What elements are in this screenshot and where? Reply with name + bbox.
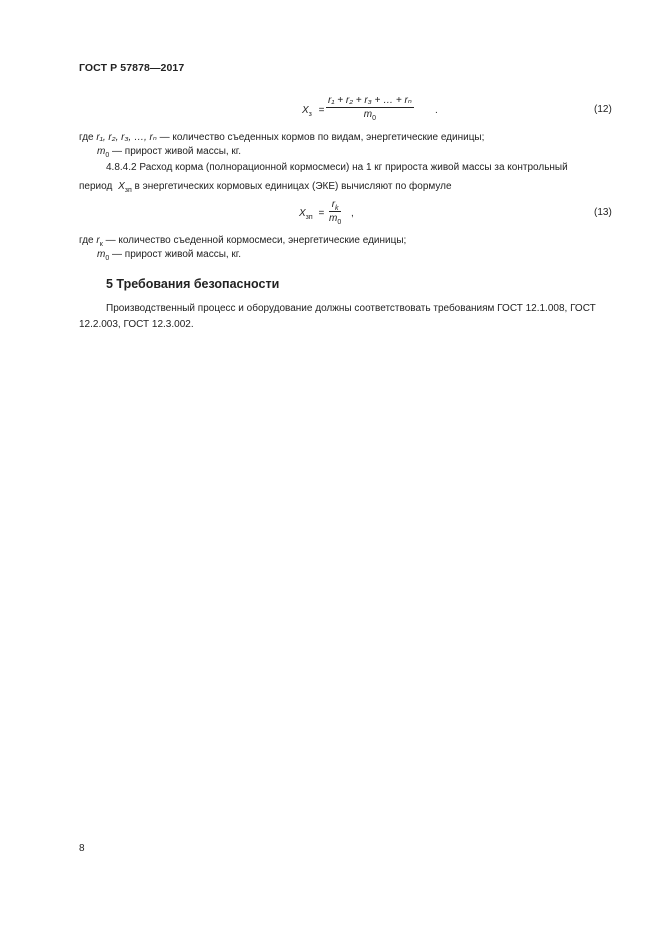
formula-13-lhs-var: X bbox=[299, 208, 306, 219]
formula-13-denominator bbox=[329, 212, 341, 224]
formula-12-lhs-var: X bbox=[302, 105, 309, 116]
where-12-prefix: где bbox=[79, 132, 94, 143]
where-12-m-desc: — прирост живой массы, кг. bbox=[112, 146, 242, 157]
section-5-text: Производственный процесс и оборудование должны соответствовать требованиям ГОСТ 12.1.008, ГОСТ 12.2.003, ГОСТ 12.3.002. bbox=[79, 303, 596, 330]
where-12-desc: — количество съеденных кормов по видам, энергетические единицы; bbox=[159, 132, 485, 143]
where-13-var: r bbox=[96, 235, 100, 246]
where-12-line1 bbox=[79, 131, 484, 144]
formula-13-num-sub: k bbox=[335, 205, 339, 212]
formula-12-den-var: m bbox=[363, 109, 373, 120]
page-number: 8 bbox=[79, 843, 85, 854]
formula-12-numerator: r₁ + r₂ + r₃ + … + rₙ bbox=[328, 95, 412, 106]
formula-12-trail: . bbox=[435, 105, 438, 116]
formula-13-number: (13) bbox=[594, 207, 612, 218]
formula-13-den-var: m bbox=[329, 213, 338, 224]
where-13-m-desc: — прирост живой массы, кг. bbox=[112, 249, 242, 260]
formula-12-den-sub: 0 bbox=[372, 115, 377, 122]
formula-13-lhs bbox=[299, 207, 324, 220]
where-13-prefix: где bbox=[79, 235, 94, 246]
section-5-heading: 5 Требования безопасности bbox=[106, 277, 280, 291]
para-4842-line1: 4.8.4.2 Расход корма (полнорационной кормосмеси) на 1 кг прироста живой массы за контрольный bbox=[106, 162, 568, 173]
para-4842-x-sub: зп bbox=[124, 187, 132, 194]
formula-13-eq: = bbox=[318, 208, 325, 219]
where-13-var-sub: к bbox=[99, 241, 103, 248]
para-4842-x-var: X bbox=[118, 181, 125, 192]
formula-13-fraction bbox=[329, 199, 341, 224]
formula-12-eq: = bbox=[318, 105, 325, 116]
formula-13-den-sub: 0 bbox=[337, 219, 342, 226]
where-12-m-sub: 0 bbox=[105, 152, 110, 159]
where-12-line2 bbox=[97, 145, 241, 158]
where-13-line1 bbox=[79, 234, 406, 247]
where-13-desc: — количество съеденной кормосмеси, энергетические единицы; bbox=[105, 235, 407, 246]
formula-13-trail: , bbox=[351, 208, 354, 219]
formula-12-number: (12) bbox=[594, 104, 612, 115]
formula-12-lhs-sub: з bbox=[308, 111, 312, 118]
para-4842-pre: период bbox=[79, 181, 113, 192]
where-12-vars: r₁, r₂, r₃, …, rₙ bbox=[96, 132, 157, 143]
para-4842-line2 bbox=[79, 180, 452, 193]
where-12-m-var: m bbox=[97, 146, 106, 157]
formula-13-num-var: r bbox=[331, 199, 336, 210]
formula-12-denominator bbox=[326, 108, 414, 120]
where-13-line2 bbox=[97, 248, 241, 261]
formula-13-numerator bbox=[329, 199, 341, 212]
formula-12-fraction bbox=[326, 95, 414, 120]
where-13-m-sub: 0 bbox=[105, 255, 110, 262]
document-header: ГОСТ Р 57878—2017 bbox=[79, 62, 185, 74]
para-4842-post: в энергетических кормовых единицах (ЭКЕ) вычисляют по формуле bbox=[134, 181, 452, 192]
where-13-m-var: m bbox=[97, 249, 106, 260]
formula-13-lhs-sub: зп bbox=[305, 214, 313, 221]
formula-12-lhs bbox=[302, 104, 325, 117]
